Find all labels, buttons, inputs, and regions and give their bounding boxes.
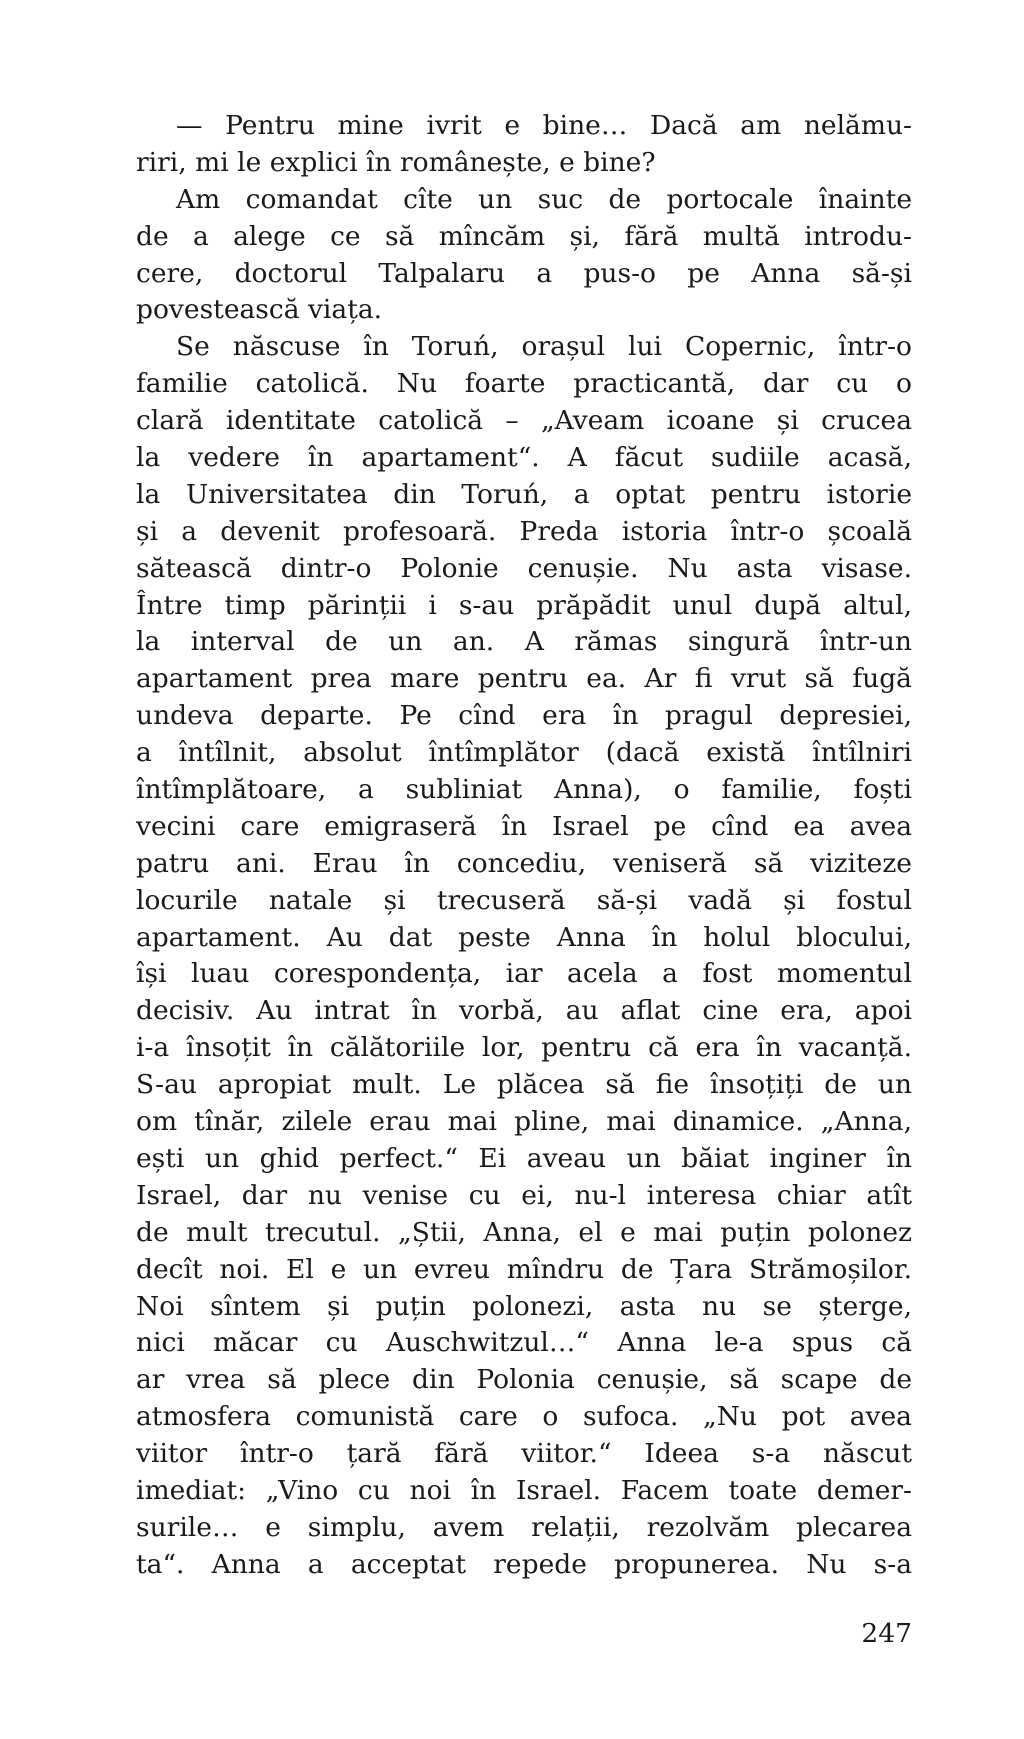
text-line: întîmplătoare, a subliniat Anna), o familie, foști (136, 774, 912, 806)
text-line: S-au apropiat mult. Le plăcea să fie însoțiți de un (136, 1069, 912, 1101)
text-line: sătească dintr-o Polonie cenușie. Nu asta visase. (136, 552, 912, 584)
text-line: familie catolică. Nu foarte practicantă, dar cu o (136, 368, 912, 400)
text-line: Se născuse în Toruń, orașul lui Copernic, într-o (176, 331, 912, 363)
text-line: apartament prea mare pentru ea. Ar fi vrut să fugă (136, 663, 912, 695)
text-line: de a alege ce să mîncăm și, fără multă introdu- (136, 220, 912, 252)
text-line: undeva departe. Pe cînd era în pragul depresiei, (136, 700, 912, 732)
text-line: patru ani. Erau în concediu, veniseră să viziteze (136, 847, 912, 879)
text-line: riri, mi le explici în românește, e bine? (136, 146, 656, 178)
text-line: de mult trecutul. „Știi, Anna, el e mai puțin polonez (136, 1216, 912, 1248)
text-line: nici măcar cu Auschwitzul…“ Anna le-a spus că (136, 1327, 912, 1359)
text-line: ești un ghid perfect.“ Ei aveau un băiat inginer în (136, 1142, 912, 1174)
text-line: — Pentru mine ivrit e bine… Dacă am nelămu- (176, 110, 912, 141)
text-line: ta“. Anna a acceptat repede propunerea. Nu s-a (136, 1548, 912, 1580)
text-line: apartament. Au dat peste Anna în holul blocului, (136, 921, 912, 953)
text-line: a întîlnit, absolut întîmplător (dacă există întîlniri (136, 737, 912, 769)
text-line: ar vrea să plece din Polonia cenușie, să scape de (136, 1364, 912, 1396)
text-line: își luau corespondența, iar acela a fost momentul (136, 958, 912, 990)
page-number: 247 (861, 1618, 912, 1649)
text-line: cere, doctorul Talpalaru a pus-o pe Anna să-și (136, 257, 912, 289)
text-line: povestească viața. (136, 294, 383, 326)
text-line: la vedere în apartament“. A făcut sudiile acasă, (136, 442, 912, 474)
text-line: la Universitatea din Toruń, a optat pentru istorie (136, 478, 912, 510)
text-line: surile… e simplu, avem relații, rezolvăm plecarea (136, 1511, 912, 1543)
text-line: viitor într-o țară fără viitor.“ Ideea s-a născut (136, 1438, 912, 1470)
text-line: Între timp părinții i s-au prăpădit unul după altul, (136, 589, 912, 621)
text-line: decît noi. El e un evreu mîndru de Țara Strămoșilor. (136, 1253, 912, 1285)
text-line: vecini care emigraseră în Israel pe cînd ea avea (136, 810, 912, 842)
text-line: la interval de un an. A rămas singură într-un (136, 626, 912, 658)
text-line: locurile natale și trecuseră să-și vadă și fostul (136, 884, 912, 916)
text-line: clară identitate catolică – „Aveam icoane și crucea (136, 405, 912, 437)
body-text (136, 108, 912, 1584)
text-line: și a devenit profesoară. Preda istoria într-o școală (136, 515, 912, 547)
text-line: Israel, dar nu venise cu ei, nu-l interesa chiar atît (136, 1179, 912, 1211)
text-line: i-a însoțit în călătoriile lor, pentru că era în vacanță. (136, 1032, 912, 1064)
text-line: Noi sîntem și puțin polonezi, asta nu se șterge, (136, 1290, 912, 1322)
text-line: decisiv. Au intrat în vorbă, au aflat cine era, apoi (136, 995, 912, 1027)
text-line: om tînăr, zilele erau mai pline, mai dinamice. „Anna, (136, 1106, 912, 1138)
text-line: imediat: „Vino cu noi în Israel. Facem toate demer- (136, 1474, 912, 1506)
text-line: Am comandat cîte un suc de portocale înainte (176, 183, 912, 215)
text-line: atmosfera comunistă care o sufoca. „Nu pot avea (136, 1401, 912, 1433)
